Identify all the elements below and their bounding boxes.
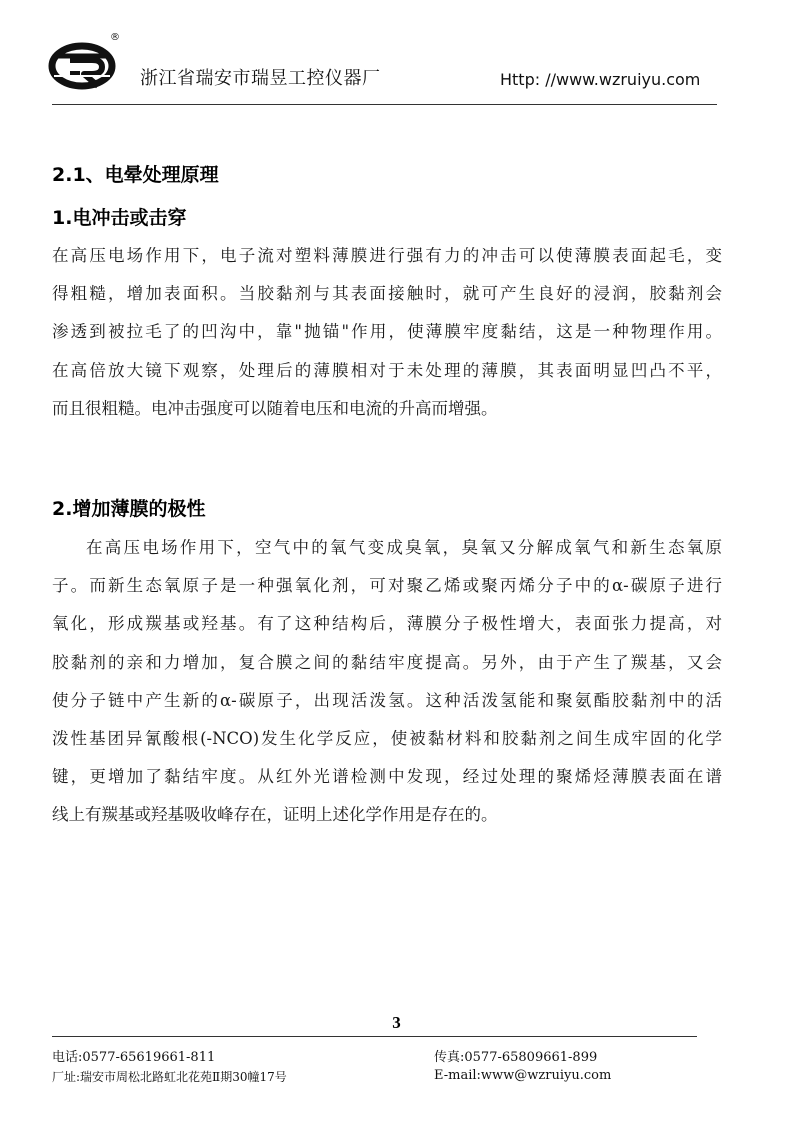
website-link[interactable]: Http: //www.wzruiyu.com [500, 70, 701, 89]
paragraph-line: 使分子链中产生新的α-碳原子，出现活泼氢。这种活泼氢能和聚氨酯胶黏剂中的活 [52, 690, 722, 710]
paragraph-line: 氧化，形成羰基或羟基。有了这种结构后，薄膜分子极性增大，表面张力提高，对 [52, 614, 722, 634]
subsection-title: 1.电冲击或击穿 [52, 207, 187, 229]
paragraph-line: 得粗糙，增加表面积。当胶黏剂与其表面接触时，就可产生良好的浸润，胶黏剂会 [52, 284, 722, 304]
page-number: 3 [392, 1013, 401, 1032]
paragraph-line: 在高倍放大镜下观察，处理后的薄膜相对于未处理的薄膜，其表面明显凹凸不平， [52, 360, 722, 380]
company-r-logo-icon [48, 36, 122, 92]
paragraph-line: 子。而新生态氧原子是一种强氧化剂，可对聚乙烯或聚丙烯分子中的α-碳原子进行 [52, 576, 722, 596]
registered-mark: ® [110, 32, 120, 43]
company-name: 浙江省瑞安市瑞昱工控仪器厂 [140, 68, 381, 89]
paragraph-line: 在高压电场作用下，电子流对塑料薄膜进行强有力的冲击可以使薄膜表面起毛，变 [52, 246, 722, 265]
paragraph-line: 键，更增加了黏结牢度。从红外光谱检测中发现，经过处理的聚烯烃薄膜表面在谱 [52, 767, 722, 787]
footer-phone: 电话:0577-65619661-811 [52, 1050, 216, 1065]
paragraph-line: 泼性基团异氰酸根(-NCO)发生化学反应，使被黏材料和胶黏剂之间生成牢固的化学 [52, 729, 722, 749]
paragraph-line: 在高压电场作用下，空气中的氧气变成臭氧，臭氧又分解成氧气和新生态氧原 [86, 538, 722, 557]
company-logo [48, 32, 122, 92]
paragraph-line: 渗透到被拉毛了的凹沟中，靠"抛锚"作用，使薄膜牢度黏结，这是一种物理作用。 [52, 322, 722, 342]
footer-divider [52, 1036, 697, 1037]
footer-fax: 传真:0577-65809661-899 [434, 1050, 598, 1065]
section-title: 2.1、电晕处理原理 [52, 164, 219, 186]
paragraph [52, 237, 722, 428]
paragraph-line: 胶黏剂的亲和力增加，复合膜之间的黏结牢度提高。另外，由于产生了羰基，又会 [52, 652, 722, 672]
footer-email[interactable]: E-mail:www@wzruiyu.com [434, 1068, 612, 1083]
header-divider [52, 104, 717, 105]
footer-address: 厂址:瑞安市周松北路虹北花苑Ⅱ期30幢17号 [52, 1070, 287, 1084]
subsection-title: 2.增加薄膜的极性 [52, 498, 206, 520]
paragraph [52, 529, 722, 835]
paragraph-line: 线上有羰基或羟基吸收峰存在，证明上述化学作用是存在的。 [52, 805, 498, 825]
paragraph-line: 而且很粗糙。电冲击强度可以随着电压和电流的升高而增强。 [52, 398, 498, 418]
